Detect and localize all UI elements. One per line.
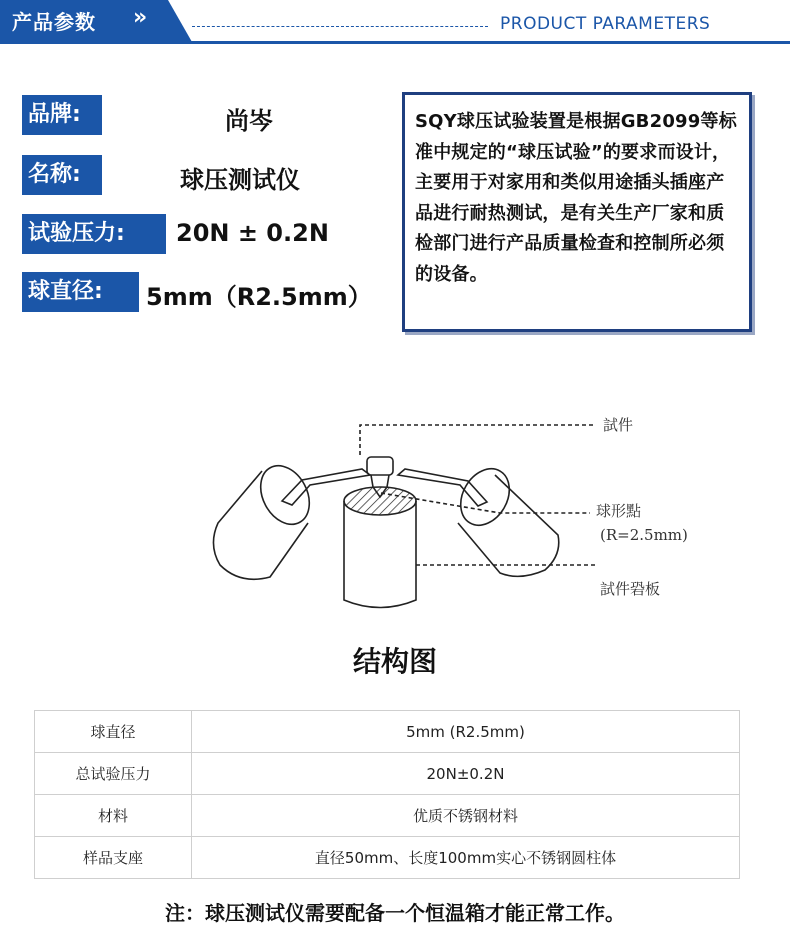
param-label-name: 名称: — [22, 155, 102, 195]
left-support-end — [251, 457, 319, 532]
table-cell-value: 直径50mm、长度100mm实心不锈钢圆柱体 — [192, 837, 740, 879]
right-support-end — [451, 460, 519, 534]
footnote: 注：球压测试仪需要配备一个恒温箱才能正常工作。 — [165, 901, 625, 925]
indenter-cap — [367, 457, 393, 475]
specimen-top — [344, 487, 416, 515]
structure-diagram — [200, 405, 760, 625]
center-column — [344, 501, 416, 608]
section-subtitle-en: PRODUCT PARAMETERS — [500, 14, 711, 34]
param-label-brand: 品牌: — [22, 95, 102, 135]
diagram-title: 结构图 — [352, 645, 437, 678]
param-label-pressure: 试验压力: — [22, 214, 166, 254]
table-cell-value: 20N±0.2N — [192, 753, 740, 795]
callout-radius: (R=2.5mm) — [600, 526, 688, 544]
param-value-name: 球压测试仪 — [180, 166, 300, 194]
param-value-pressure: 20N ± 0.2N — [176, 219, 329, 247]
callout-plate: 試件䂬板 — [600, 580, 661, 598]
leader-specimen — [360, 425, 595, 455]
callout-ball: 球形點 — [596, 502, 642, 520]
section-title: 产品参数 — [12, 10, 96, 34]
callout-specimen: 試件 — [603, 416, 634, 434]
table-cell-label: 总试验压力 — [35, 753, 192, 795]
param-label-ball-diameter: 球直径: — [22, 272, 139, 312]
table-cell-label: 球直径 — [35, 711, 192, 753]
table-cell-value: 优质不锈钢材料 — [192, 795, 740, 837]
param-value-ball-diameter: 5mm（R2.5mm） — [146, 283, 372, 311]
table-row — [35, 795, 740, 837]
table-row — [35, 837, 740, 879]
param-value-brand: 尚岑 — [225, 107, 273, 135]
table-cell-label: 样品支座 — [35, 837, 192, 879]
right-support-body — [458, 475, 559, 576]
description-box — [402, 92, 752, 332]
table-cell-label: 材料 — [35, 795, 192, 837]
table-cell-value: 5mm (R2.5mm) — [192, 711, 740, 753]
table-row — [35, 753, 740, 795]
header-dashed-line — [192, 26, 488, 27]
description-text: SQY球压试验装置是根据GB2099等标准中规定的“球压试验”的要求而设计，主要用于对家用和类似用途插头插座产品进行耐热测试，是有关生产厂家和质检部门进行产品质量检查和控制所必须的设备。 — [415, 111, 737, 285]
table-row — [35, 711, 740, 753]
double-chevron-right-icon: » — [133, 5, 148, 30]
spec-table — [34, 710, 740, 879]
header-underline — [0, 41, 790, 44]
